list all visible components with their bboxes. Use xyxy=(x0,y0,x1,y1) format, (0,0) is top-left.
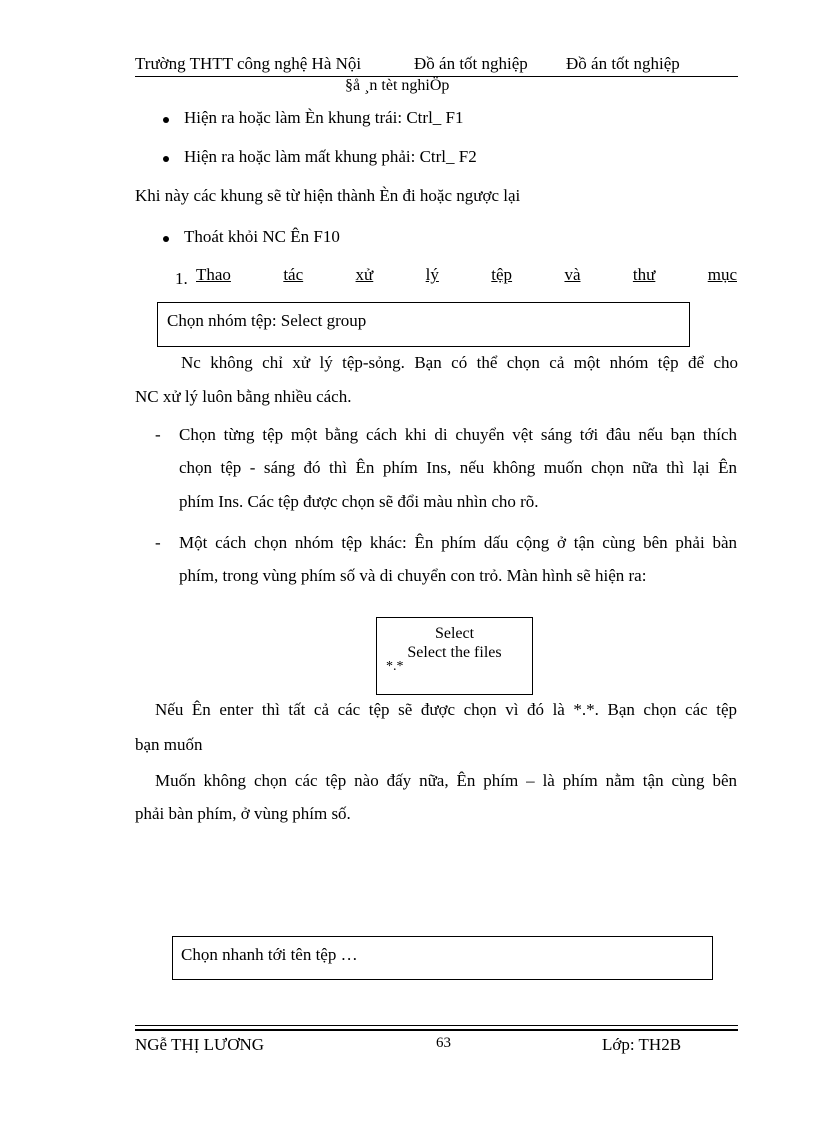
section-number: 1. xyxy=(175,269,188,288)
dash-item-1-line1: Chọn từng tệp một bằng cách khi di chuyển vệt sáng tới đâu nếu bạn thích xyxy=(179,425,737,444)
bullet-dot xyxy=(163,117,169,123)
select-dialog-prompt: Select the files xyxy=(407,644,502,661)
section-word: Thao xyxy=(196,265,231,284)
section-word: tác xyxy=(283,265,304,284)
footer-author: NGễ THỊ LƯƠNG xyxy=(135,1035,265,1054)
footer-rule-thick xyxy=(135,1029,738,1031)
para3-line2: phải bàn phím, ở vùng phím số. xyxy=(135,804,351,823)
para3-line1: Muốn không chọn các tệp nào đấy nữa, Ên phím – là phím nằm tận cùng bên xyxy=(155,771,737,790)
footer-page-number: 63 xyxy=(436,1035,451,1051)
section-word: và xyxy=(564,265,581,284)
dash-marker: - xyxy=(155,425,161,444)
box-select-group-label: Chọn nhóm tệp: Select group xyxy=(167,311,367,330)
box-quick-select-label: Chọn nhanh tới tên tệp … xyxy=(181,945,358,964)
select-dialog-title: Select xyxy=(434,625,475,642)
para2-line2: bạn muốn xyxy=(135,735,203,754)
bullet-dot xyxy=(163,236,169,242)
footer-class: Lớp: TH2B xyxy=(602,1035,682,1054)
footer-rule-thin xyxy=(135,1025,738,1026)
header-project-1: Đồ án tốt nghiệp xyxy=(414,54,528,73)
line-after-bullets: Khi này các khung sẽ từ hiện thành Èn đi hoặc ngược lại xyxy=(135,186,521,205)
dash-item-2-line2: phím, trong vùng phím số và di chuyển con trỏ. Màn hình sẽ hiện ra: xyxy=(179,566,647,585)
section-word: xử xyxy=(355,265,374,284)
section-word: thư xyxy=(632,265,656,284)
bullet-item-1: Hiện ra hoặc làm Èn khung trái: Ctrl_ F1 xyxy=(184,108,464,127)
header-project-2: Đồ án tốt nghiệp xyxy=(566,54,680,73)
box-quick-select xyxy=(172,936,713,980)
dash-marker: - xyxy=(155,533,161,552)
header-subtitle: §å ¸n tèt nghiÖp xyxy=(345,77,450,94)
select-dialog xyxy=(376,617,533,695)
dash-item-1-line3: phím Ins. Các tệp được chọn sẽ đổi màu nhìn cho rõ. xyxy=(179,492,539,511)
para2-line1: Nếu Ên enter thì tất cả các tệp sẽ được chọn vì đó là *.*. Bạn chọn các tệp xyxy=(155,700,737,719)
para1-line1: Nc không chỉ xử lý tệp-sỏng. Bạn có thể chọn cả một nhóm tệp để cho xyxy=(181,353,738,372)
bullet-item-2: Hiện ra hoặc làm mất khung phải: Ctrl_ F2 xyxy=(184,147,477,166)
box-select-group xyxy=(157,302,690,347)
select-dialog-input[interactable]: *.* xyxy=(386,659,404,674)
dash-item-2-line1: Một cách chọn nhóm tệp khác: Ên phím dấu cộng ở tận cùng bên phải bàn xyxy=(179,533,737,552)
bullet-dot xyxy=(163,156,169,162)
dash-item-1-line2: chọn tệp - sáng đó thì Ên phím Ins, nếu không muốn chọn nữa thì lại Ên xyxy=(179,458,737,477)
header-school: Trường THTT công nghệ Hà Nội xyxy=(135,54,362,73)
para1-line2: NC xử lý luôn bằng nhiều cách. xyxy=(135,387,352,406)
bullet-item-exit: Thoát khỏi NC Ên F10 xyxy=(184,227,340,246)
section-word: lý xyxy=(425,265,439,284)
section-word: tệp xyxy=(491,265,513,284)
section-heading xyxy=(196,265,737,285)
section-word: mục xyxy=(707,265,737,284)
